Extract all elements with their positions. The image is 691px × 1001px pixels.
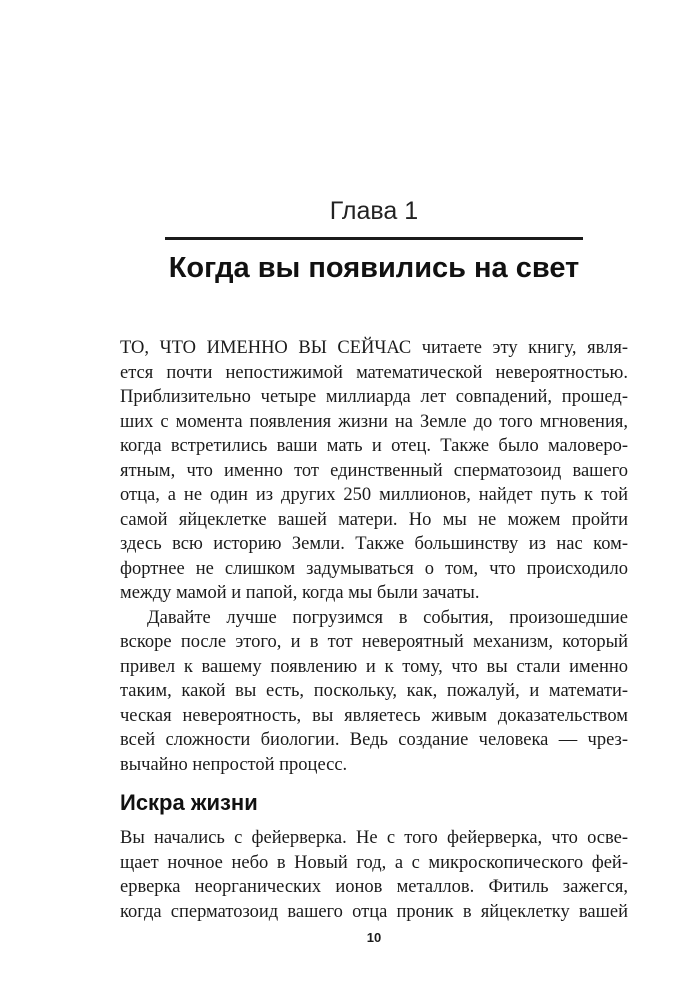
paragraph	[120, 826, 628, 924]
paragraph	[120, 336, 628, 606]
text-line: ших с момента появления жизни на Земле до того мгновения,	[120, 411, 628, 432]
text-line: ятным, что именно тот единственный сперматозоид вашего	[120, 460, 628, 481]
text-line: здесь всю историю Земли. Также большинству из нас ком-	[120, 534, 628, 554]
body-text	[120, 336, 628, 924]
text-line: Давайте лучше погрузимся в события, произошедшие	[147, 607, 628, 628]
chapter-title: Когда вы появились на свет	[168, 252, 580, 284]
text-line: самой яйцеклетке вашей матери. Но мы не можем пройти	[120, 509, 628, 530]
text-line: ется почти непостижимой математической невероятностью.	[120, 362, 628, 383]
chapter-rule	[165, 237, 583, 240]
text-line: Приблизительно четыре миллиарда лет совпадений, прошед-	[120, 387, 628, 407]
text-line: щает ночное небо в Новый год, а с микроскопического фей-	[120, 852, 628, 873]
text-line: фортнее не слишком задумываться о том, что происходило	[120, 558, 628, 579]
paragraph	[120, 606, 628, 778]
section-heading: Искра жизни	[120, 790, 258, 815]
text-line: привел к вашему появлению и к тому, что вы стали именно	[120, 656, 628, 677]
text-line: всей сложности биологии. Ведь создание человека — чрез-	[120, 730, 628, 750]
text-line: когда сперматозоид вашего отца проник в яйцеклетку вашей	[120, 901, 628, 922]
text-line: отца, а не один из других 250 миллионов, найдет путь к той	[120, 485, 628, 505]
text-line: вычайно непростой процесс.	[120, 754, 348, 775]
text-line: между мамой и папой, когда мы были зачаты.	[120, 583, 480, 603]
text-line: ТО, ЧТО ИМЕННО ВЫ СЕЙЧАС читаете эту книгу, явля-	[120, 338, 628, 358]
text-line: когда встретились ваши мать и отец. Также было маловеро-	[120, 436, 628, 456]
text-line: таким, какой вы есть, поскольку, как, пожалуй, и математи-	[120, 681, 628, 701]
chapter-label: Глава 1	[329, 197, 419, 225]
page-number: 10	[366, 930, 382, 945]
chapter-header	[120, 196, 628, 286]
text-line: ерверка неорганических ионов металлов. Фитиль зажегся,	[120, 877, 628, 897]
text-line: Вы начались с фейерверка. Не с того фейерверка, что осве-	[120, 828, 628, 848]
text-line: вскоре после этого, и в тот невероятный механизм, который	[120, 632, 628, 652]
text-line: ческая невероятность, вы являетесь живым доказательством	[120, 705, 628, 726]
